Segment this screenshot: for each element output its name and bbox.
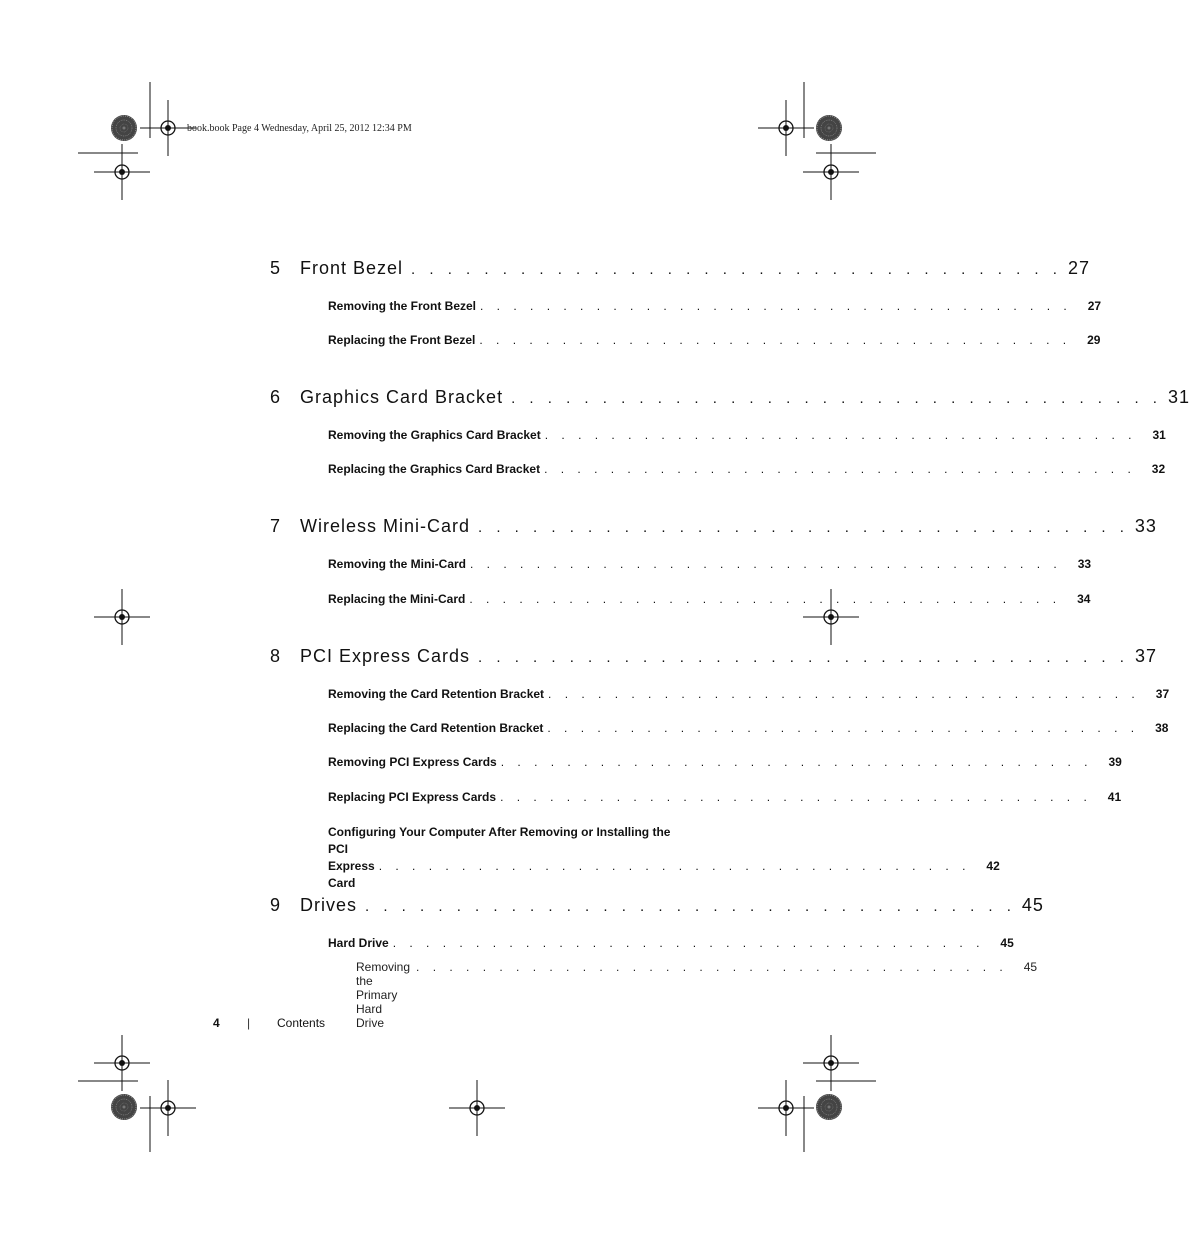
toc-entry[interactable] [328,936,1014,954]
entry-title: Removing PCI Express Cards [328,755,497,769]
dot-leader: . . . . . . . . . . . . . . . . . . . . . . . . . . . . . . . . . . . . [478,649,1129,666]
entry-title: Replacing the Card Retention Bracket [328,721,544,735]
chapter-number: 5 [270,258,282,278]
dot-leader: . . . . . . . . . . . . . . . . . . . . . . . . . . . . . . . . . . . . [500,755,1093,769]
entry-page: 31 [1152,428,1166,442]
entry-title-line-2: Express Card [328,859,375,890]
chapter-number: 8 [270,646,282,666]
print-header-info: book.book Page 4 Wednesday, April 25, 2012 12:34 PM [187,123,412,134]
dot-leader: . . . . . . . . . . . . . . . . . . . . . . . . . . . . . . . . . . . . [378,859,971,873]
toc-entry[interactable] [328,755,1122,773]
toc-entry[interactable] [328,299,1102,317]
chapter-number: 9 [270,895,282,915]
dot-leader: . . . . . . . . . . . . . . . . . . . . . . . . . . . . . . . . . . . . [548,687,1140,701]
entry-title: Removing the Card Retention Bracket [328,687,545,701]
entry-page: 41 [1107,790,1122,804]
dot-leader: . . . . . . . . . . . . . . . . . . . . . . . . . . . . . . . . . . . . [469,592,1062,606]
entry-page: 38 [1155,721,1169,735]
subentry-page: 45 [1023,960,1038,974]
dot-leader: . . . . . . . . . . . . . . . . . . . . . . . . . . . . . . . . . . . . [392,936,985,950]
toc-entry-multiline[interactable] [328,824,1000,892]
chapter-title: Drives [300,895,358,915]
toc-chapter-7[interactable] [270,516,1157,542]
dot-leader: . . . . . . . . . . . . . . . . . . . . . . . . . . . . . . . . . . . . [480,299,1072,313]
chapter-page: 37 [1134,646,1157,666]
entry-title: Replacing the Mini-Card [328,592,466,606]
chapter-title: Front Bezel [300,258,404,278]
entry-title: Replacing the Front Bezel [328,333,476,347]
entry-page: 32 [1151,462,1166,476]
entry-title-line-1: Configuring Your Computer After Removing or Installing the PCI [328,825,671,856]
footer-section-title: Contents [277,1016,326,1030]
dot-leader: . . . . . . . . . . . . . . . . . . . . . . . . . . . . . . . . . . . . [365,898,1016,915]
toc-entry[interactable] [328,462,1166,480]
toc-chapter-9[interactable] [270,895,1044,921]
toc-chapter-8[interactable] [270,646,1157,672]
chapter-page: 27 [1067,258,1090,278]
dot-leader: . . . . . . . . . . . . . . . . . . . . . . . . . . . . . . . . . . . . [500,790,1092,804]
chapter-page: 45 [1021,895,1044,915]
entry-title: Removing the Graphics Card Bracket [328,428,541,442]
toc-subentry[interactable] [356,960,1038,1030]
entry-page: 27 [1087,299,1102,313]
entry-title: Hard Drive [328,936,389,950]
entry-page: 39 [1108,755,1122,769]
entry-title: Removing the Front Bezel [328,299,477,313]
entry-page: 34 [1077,592,1091,606]
dot-leader: . . . . . . . . . . . . . . . . . . . . . . . . . . . . . . . . . . . . [544,462,1136,476]
subentry-title: Removing the Primary Hard Drive [356,960,411,1030]
entry-page: 37 [1155,687,1170,701]
entry-page: 33 [1077,557,1092,571]
dot-leader: . . . . . . . . . . . . . . . . . . . . . . . . . . . . . . . . . . . . [511,390,1162,407]
chapter-title: Graphics Card Bracket [300,387,504,407]
dot-leader: . . . . . . . . . . . . . . . . . . . . . . . . . . . . . . . . . . . . [411,261,1062,278]
dot-leader: . . . . . . . . . . . . . . . . . . . . . . . . . . . . . . . . . . . . [544,428,1137,442]
toc-chapter-5[interactable] [270,258,1090,284]
chapter-title: PCI Express Cards [300,646,471,666]
toc-entry[interactable] [328,790,1122,808]
dot-leader: . . . . . . . . . . . . . . . . . . . . . . . . . . . . . . . . . . . . [478,519,1129,536]
dot-leader: . . . . . . . . . . . . . . . . . . . . . . . . . . . . . . . . . . . . [547,721,1140,735]
entry-page: 45 [1000,936,1014,950]
dot-leader: . . . . . . . . . . . . . . . . . . . . . . . . . . . . . . . . . . . . [479,333,1072,347]
page-footer [213,1016,325,1030]
chapter-number: 7 [270,516,282,536]
entry-title: Replacing PCI Express Cards [328,790,497,804]
toc-entry[interactable] [328,687,1170,705]
chapter-number: 6 [270,387,282,407]
toc-entry[interactable] [328,428,1166,446]
chapter-page: 33 [1134,516,1157,536]
toc-entry[interactable] [328,721,1169,739]
dot-leader: . . . . . . . . . . . . . . . . . . . . . . . . . . . . . . . . . . . . [416,960,1008,974]
footer-page-number: 4 [213,1016,220,1030]
toc-entry[interactable] [328,333,1101,351]
chapter-title: Wireless Mini-Card [300,516,471,536]
entry-title: Removing the Mini-Card [328,557,467,571]
entry-page: 29 [1087,333,1101,347]
dot-leader: . . . . . . . . . . . . . . . . . . . . . . . . . . . . . . . . . . . . [470,557,1062,571]
chapter-page: 31 [1167,387,1190,407]
entry-page: 42 [986,859,1000,873]
toc-entry[interactable] [328,557,1092,575]
toc-entry[interactable] [328,592,1091,610]
footer-separator: | [247,1016,251,1030]
toc-chapter-6[interactable] [270,387,1190,413]
entry-title: Replacing the Graphics Card Bracket [328,462,541,476]
